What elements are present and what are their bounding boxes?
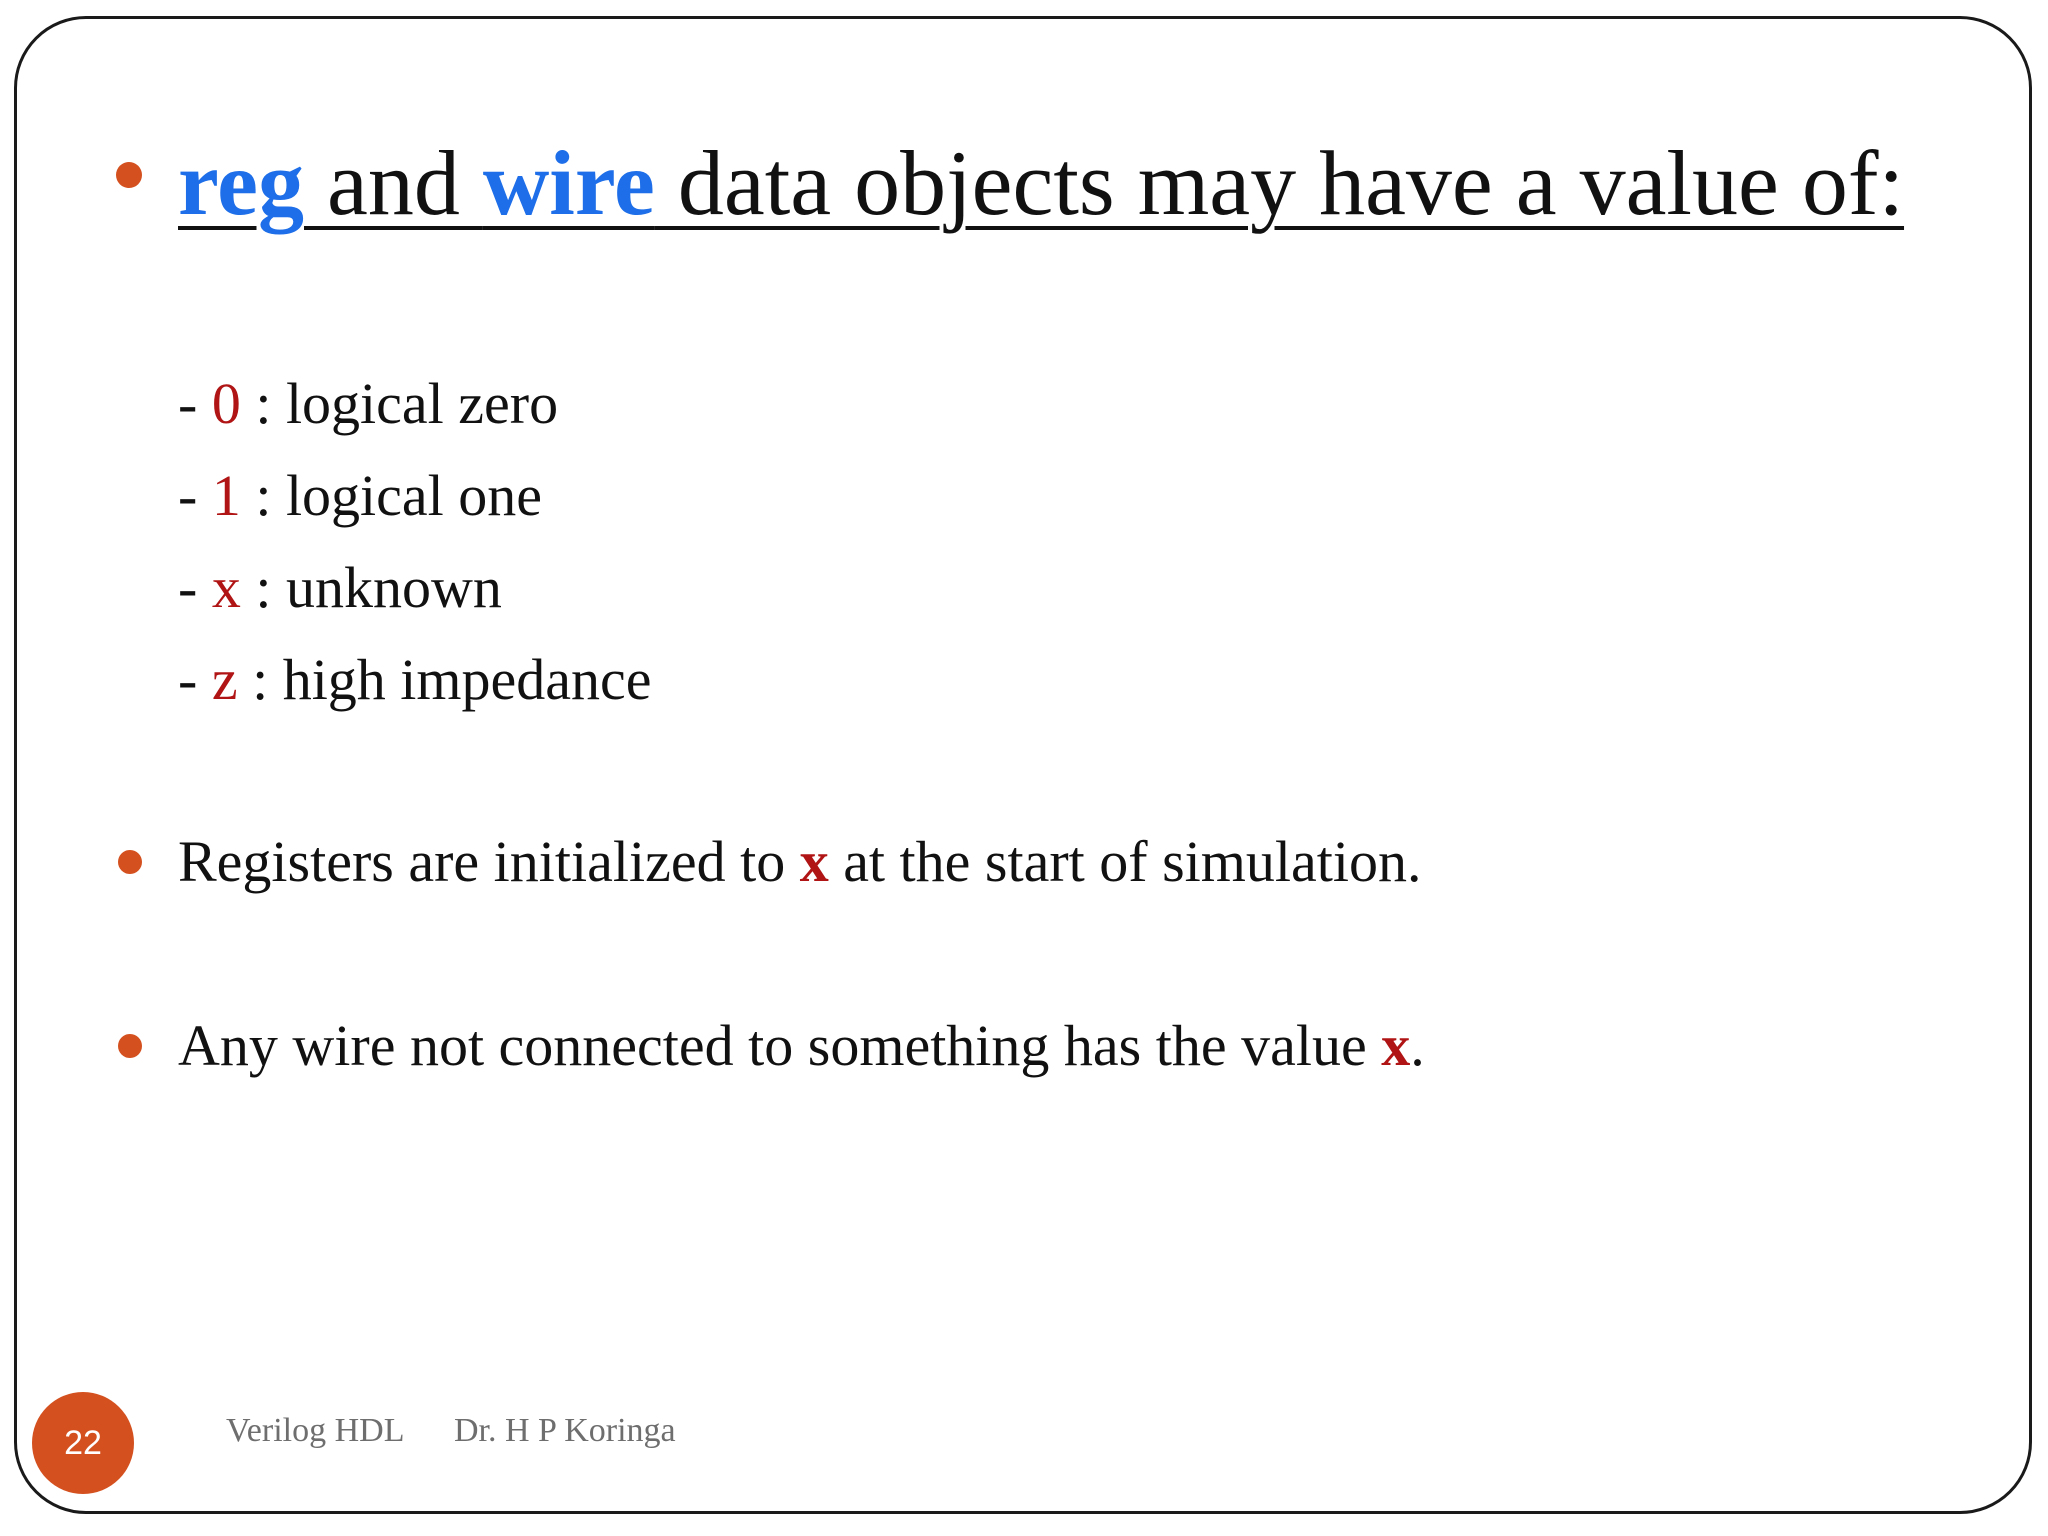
item-desc: : high impedance bbox=[237, 647, 652, 712]
page-number-badge: 22 bbox=[32, 1392, 134, 1494]
footer-author: Dr. H P Koringa bbox=[454, 1412, 676, 1449]
slide-frame bbox=[14, 16, 2032, 1514]
footer-course: Verilog HDL bbox=[226, 1412, 405, 1449]
item-desc: : unknown bbox=[240, 555, 502, 620]
item-dash: - bbox=[178, 647, 212, 712]
list-item bbox=[178, 634, 652, 726]
text-after: . bbox=[1410, 1013, 1425, 1078]
bullet-dot bbox=[118, 850, 142, 874]
value-x: x bbox=[211, 555, 241, 620]
title-and: and bbox=[304, 132, 483, 234]
keyword-wire: wire bbox=[482, 132, 655, 234]
text-before: Any wire not connected to something has the value bbox=[178, 1013, 1382, 1078]
value-one: 1 bbox=[211, 463, 241, 528]
text-after: at the start of simulation. bbox=[828, 829, 1422, 894]
text-before: Registers are initialized to bbox=[178, 829, 800, 894]
list-item bbox=[178, 450, 652, 542]
bullet-dot bbox=[118, 1034, 142, 1058]
slide-title bbox=[178, 128, 1904, 238]
item-dash: - bbox=[178, 463, 212, 528]
item-dash: - bbox=[178, 371, 212, 436]
item-dash: - bbox=[178, 555, 212, 620]
value-z: z bbox=[211, 647, 238, 712]
value-zero: 0 bbox=[211, 371, 241, 436]
bullet-dot bbox=[116, 162, 142, 188]
value-x-bold: x bbox=[1381, 1013, 1411, 1078]
value-list bbox=[178, 358, 652, 726]
value-x-bold: x bbox=[799, 829, 829, 894]
item-desc: : logical zero bbox=[240, 371, 559, 436]
registers-init-text bbox=[178, 822, 1421, 902]
list-item bbox=[178, 542, 652, 634]
keyword-reg: reg bbox=[178, 132, 305, 234]
item-desc: : logical one bbox=[240, 463, 543, 528]
title-rest: data objects may have a value of: bbox=[654, 132, 1905, 234]
unconnected-wire-text bbox=[178, 1006, 1425, 1086]
list-item bbox=[178, 358, 652, 450]
